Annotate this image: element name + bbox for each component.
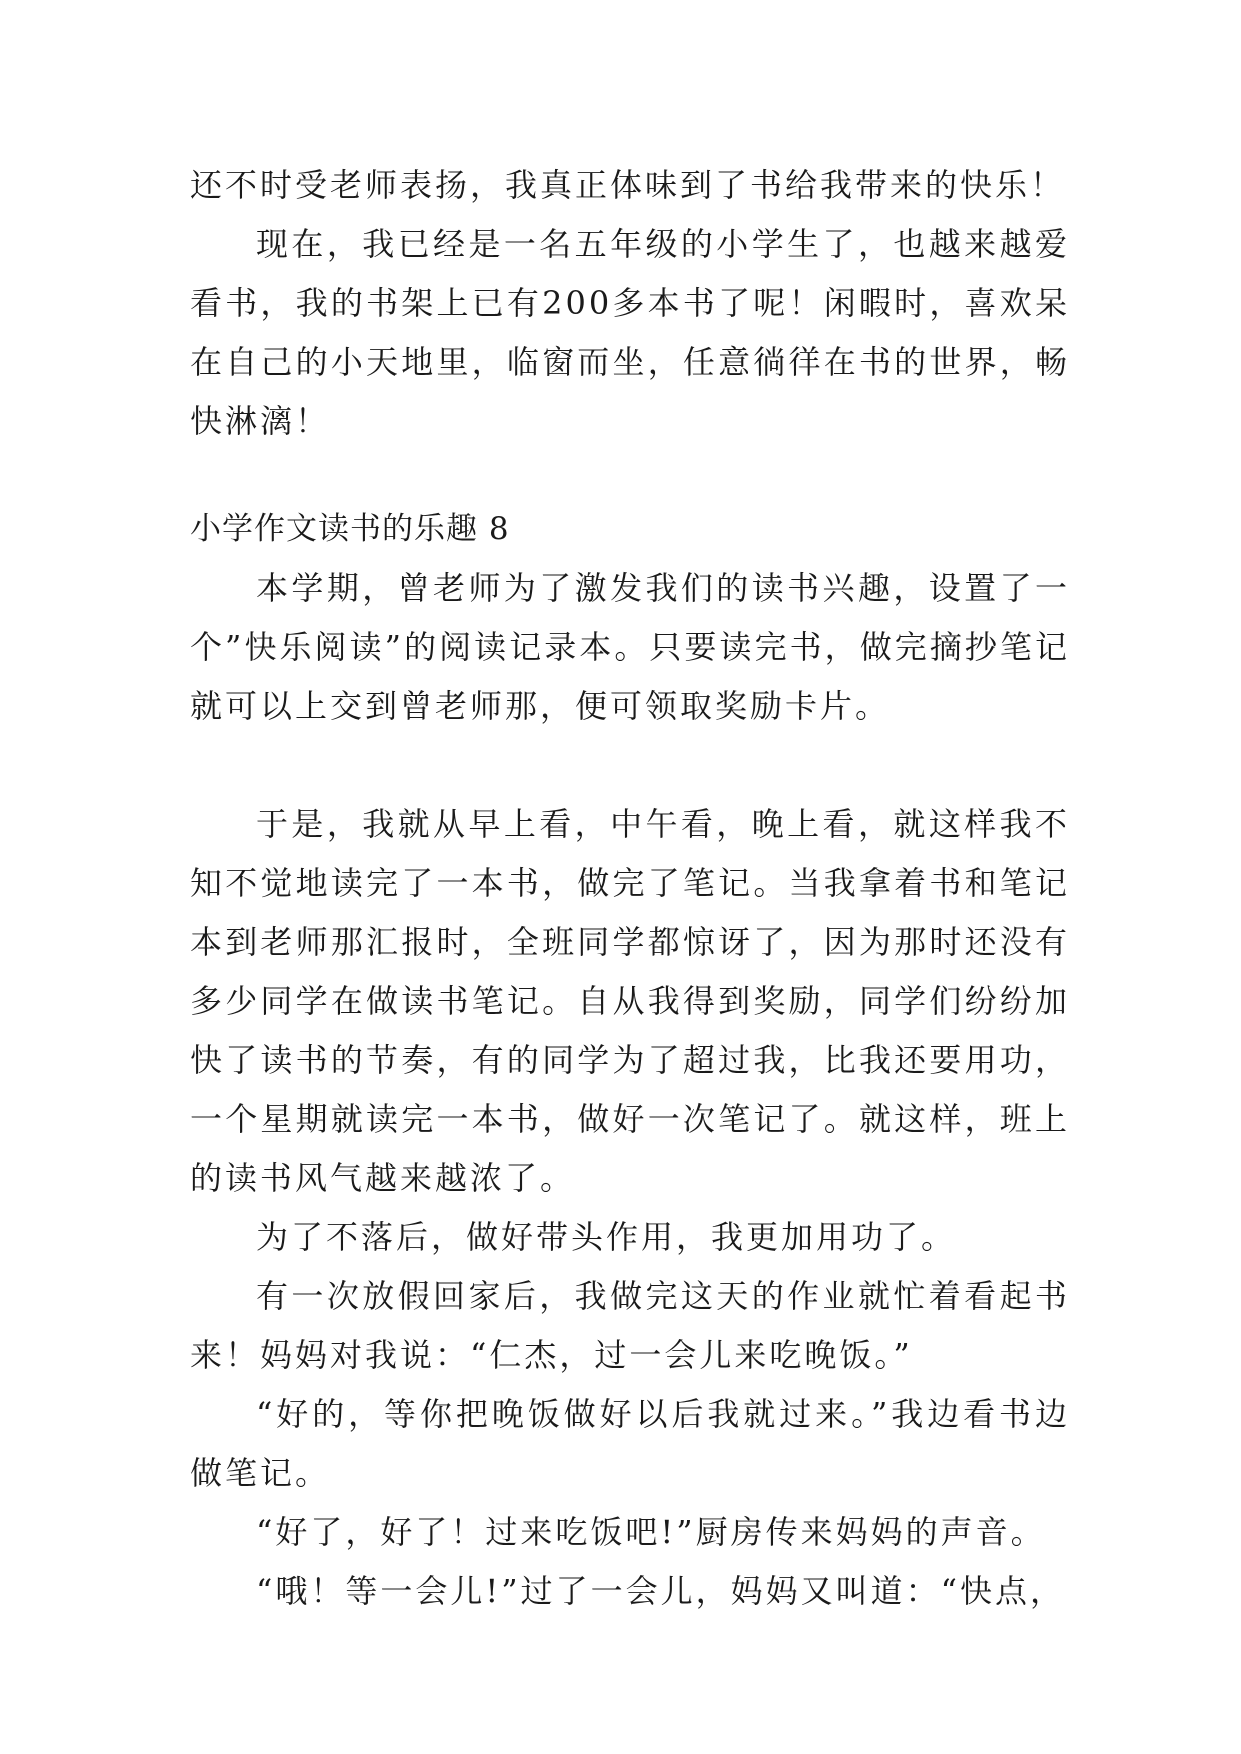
paragraph-reading-all-day: 于是，我就从早上看，中午看，晚上看，就这样我不知不觉地读完了一本书，做完了笔记。当我拿着书和笔记本到老师那汇报时，全班同学都惊讶了，因为那时还没有多少同学在做读书笔记。自从我得到奖励，同学们纷纷加快了读书的节奏，有的同学为了超过我，比我还要用功，一个星期就读完一本书，做好一次笔记了。就这样，班上的读书风气越来越浓了。 xyxy=(190,805,1070,1197)
paragraph-lead-example: 为了不落后，做好带头作用，我更加用功了。 xyxy=(256,1218,957,1256)
section-title: 小学作文读书的乐趣 8 xyxy=(190,511,510,547)
paragraph-kitchen-call: “好了，好了！过来吃饭吧!”厨房传来妈妈的声音。 xyxy=(256,1513,1046,1551)
paragraph-reading-record: 本学期，曾老师为了激发我们的读书兴趣，设置了一个”快乐阅读”的阅读记录本。只要读完书，做完摘抄笔记就可以上交到曾老师那，便可领取奖励卡片。 xyxy=(190,569,1070,725)
paragraph-wait: “哦！等一会儿!”过了一会儿，妈妈又叫道：“快点， xyxy=(256,1572,1065,1610)
paragraph-continuation: 还不时受老师表扬，我真正体味到了书给我带来的快乐！ xyxy=(190,166,1066,204)
paragraph-bookshelf: 现在，我已经是一名五年级的小学生了，也越来越爱看书，我的书架上已有200多本书了呢！闲暇时，喜欢呆在自己的小天地里，临窗而坐，任意徜徉在书的世界，畅快淋漓！ xyxy=(190,225,1070,440)
document-body xyxy=(190,156,1070,1621)
blank-line xyxy=(190,736,1070,795)
paragraph-reply: “好的，等你把晚饭做好以后我就过来。”我边看书边做笔记。 xyxy=(190,1395,1070,1492)
paragraph-holiday: 有一次放假回家后，我做完这天的作业就忙着看起书来！妈妈对我说：“仁杰，过一会儿来吃晚饭。” xyxy=(190,1277,1070,1374)
